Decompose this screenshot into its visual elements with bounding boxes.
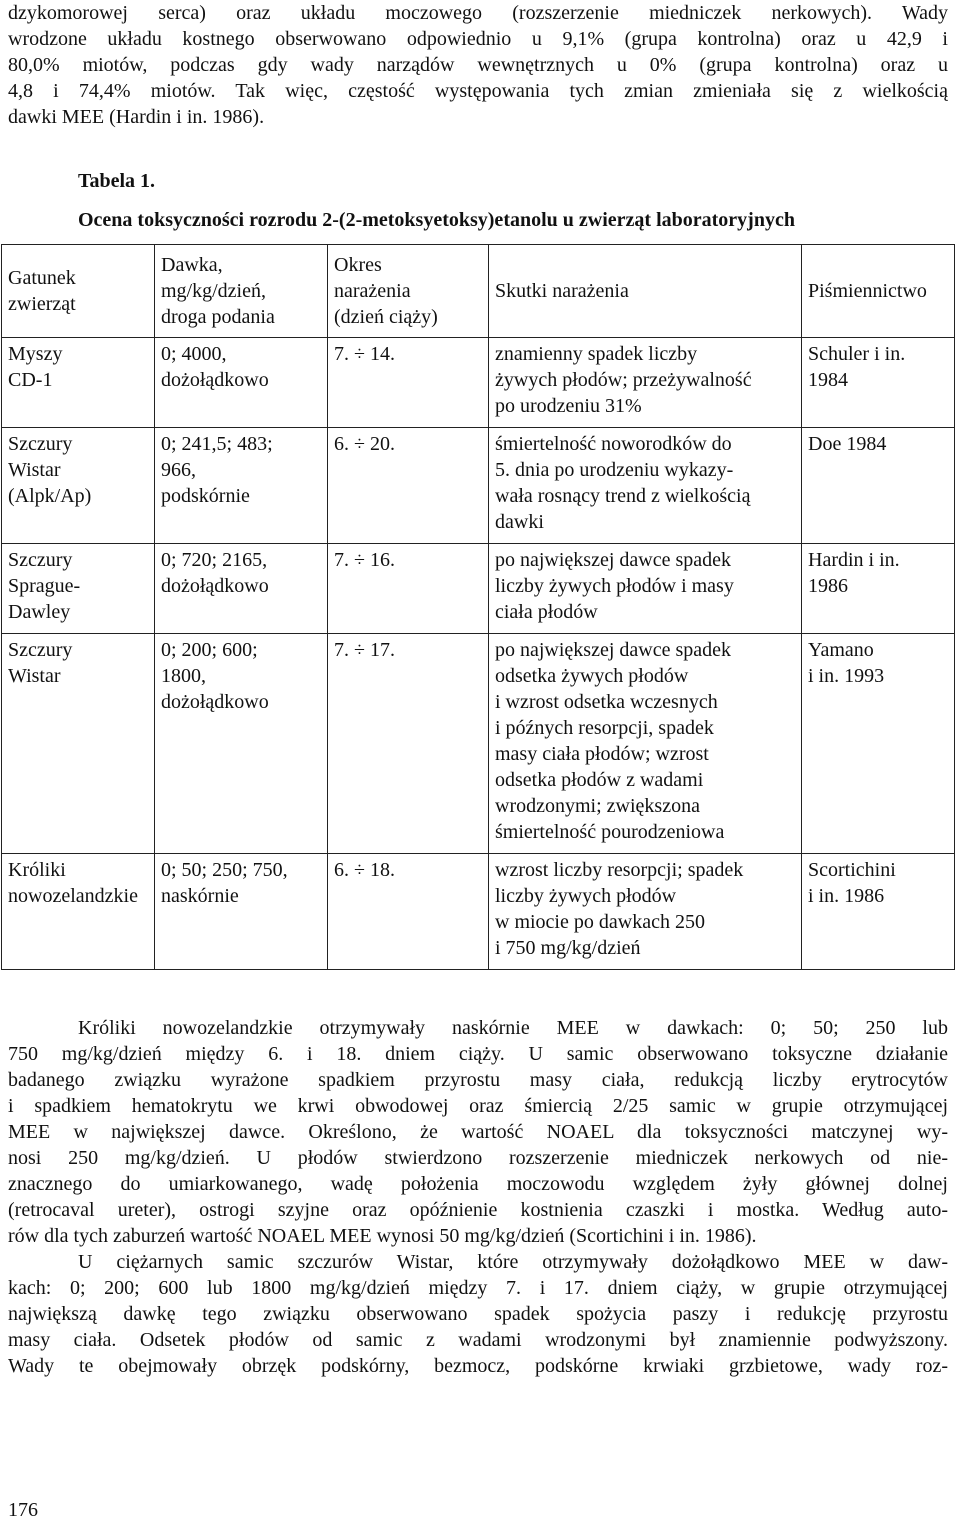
paragraph-line: największą dawkę tego związku obserwowano spadek spożycia paszy i redukcję przyrostu	[8, 1303, 948, 1325]
cell-line: masy ciała płodów; wzrost	[495, 743, 709, 765]
cell-line: żywych płodów; przeżywalność	[495, 369, 752, 391]
header-line: zwierząt	[8, 293, 76, 315]
cell-line: liczby żywych płodów	[495, 885, 677, 907]
cell-line: po największej dawce spadek	[495, 549, 732, 571]
cell-reference	[802, 544, 955, 634]
cell-line: śmiertelność noworodków do	[495, 433, 732, 455]
paragraph-line: dawki MEE (Hardin i in. 1986).	[8, 106, 265, 128]
cell-reference	[802, 338, 955, 428]
paragraph-line: 80,0% miotów, podczas gdy wady narządów wewnętrznych u 0% (grupa kontrolna) oraz u	[8, 54, 948, 76]
paragraph-line: znacznego do umiarkowanego, wadę położenia moczowodu względem żyły głównej dolnej	[8, 1173, 948, 1195]
cell-line: śmiertelność pourodzeniowa	[495, 821, 725, 843]
header-dose	[155, 245, 328, 338]
cell-line: dożołądkowo	[161, 575, 269, 597]
cell-line: dawki	[495, 511, 544, 533]
cell-reference	[802, 634, 955, 854]
cell-line: 1984	[808, 369, 848, 391]
cell-line: i in. 1986	[808, 885, 885, 907]
cell-line: liczby żywych płodów i masy	[495, 575, 734, 597]
cell-dose	[155, 428, 328, 544]
header-reference	[802, 245, 955, 338]
paragraph-line: masy ciała. Odsetek płodów od samic z wadami wrodzonymi był znamiennie podwyższony.	[8, 1329, 948, 1351]
cell-effects	[489, 634, 802, 854]
table-row	[2, 544, 955, 634]
table-row	[2, 428, 955, 544]
cell-line: CD-1	[8, 369, 53, 391]
toxicity-table	[1, 244, 955, 970]
header-line: mg/kg/dzień,	[161, 280, 266, 302]
cell-dose	[155, 634, 328, 854]
paragraph-line: wrodzone układu kostnego obserwowano odpowiednio u 9,1% (grupa kontrolna) oraz u 42,9 i	[8, 28, 948, 50]
cell-line: i wzrost odsetka wczesnych	[495, 691, 718, 713]
paragraph-line: nosi 250 mg/kg/dzień. U płodów stwierdzono rozszerzenie miedniczek nerkowych od nie-	[8, 1147, 948, 1169]
cell-dose	[155, 854, 328, 970]
cell-period	[328, 544, 489, 634]
cell-line: naskórnie	[161, 885, 239, 907]
cell-species	[2, 338, 155, 428]
cell-line: 0; 720; 2165,	[161, 549, 268, 571]
paragraph-line: Króliki nowozelandzkie otrzymywały naskórnie MEE w dawkach: 0; 50; 250 lub	[78, 1017, 948, 1039]
header-line: narażenia	[334, 280, 411, 302]
cell-species	[2, 854, 155, 970]
cell-line: 0; 4000,	[161, 343, 227, 365]
cell-line: odsetka żywych płodów	[495, 665, 689, 687]
header-effects	[489, 245, 802, 338]
table-caption-title: Ocena toksyczności rozrodu 2-(2-metoksyetoksy)etanolu u zwierząt laboratoryjnych	[78, 209, 795, 231]
table-header-row	[2, 245, 955, 338]
cell-line: dożołądkowo	[161, 691, 269, 713]
cell-period	[328, 338, 489, 428]
cell-line: po największej dawce spadek	[495, 639, 732, 661]
table-body	[2, 338, 955, 970]
paragraph-line: dzykomorowej serca) oraz układu moczowego (rozszerzenie miedniczek nerkowych). Wady	[8, 2, 948, 24]
paragraph-line: 4,8 i 74,4% miotów. Tak więc, częstość występowania tych zmian zmieniała się z wielkością	[8, 80, 948, 102]
paragraph-line: U ciężarnych samic szczurów Wistar, które otrzymywały dożołądkowo MEE w daw-	[78, 1251, 948, 1273]
paragraph-rabbits	[8, 1015, 948, 1249]
cell-line: 1986	[808, 575, 848, 597]
cell-dose	[155, 544, 328, 634]
cell-line: Sprague-	[8, 575, 81, 597]
cell-line: 7. ÷ 16.	[334, 549, 395, 571]
cell-line: i in. 1993	[808, 665, 885, 687]
cell-line: wrodzonymi; zwiększona	[495, 795, 700, 817]
header-line: droga podania	[161, 306, 275, 328]
cell-period	[328, 854, 489, 970]
cell-line: nowozelandzkie	[8, 885, 138, 907]
cell-line: Króliki	[8, 859, 66, 881]
cell-line: w miocie po dawkach 250	[495, 911, 705, 933]
cell-line: odsetka płodów z wadami	[495, 769, 704, 791]
cell-line: Wistar	[8, 665, 61, 687]
header-species	[2, 245, 155, 338]
paragraph-line: rów dla tych zaburzeń wartość NOAEL MEE wynosi 50 mg/kg/dzień (Scortichini i in. 1986).	[8, 1225, 757, 1247]
cell-line: 6. ÷ 20.	[334, 433, 395, 455]
table-row	[2, 854, 955, 970]
paragraph-rats	[8, 1249, 948, 1379]
header-period	[328, 245, 489, 338]
cell-period	[328, 634, 489, 854]
paragraph-line: 750 mg/kg/dzień między 6. i 18. dniem ciąży. U samic obserwowano toksyczne działanie	[8, 1043, 948, 1065]
cell-line: po urodzeniu 31%	[495, 395, 642, 417]
table-row	[2, 634, 955, 854]
cell-reference	[802, 854, 955, 970]
cell-effects	[489, 854, 802, 970]
cell-line: wała rosnący trend z wielkością	[495, 485, 751, 507]
cell-line: 966,	[161, 459, 196, 481]
cell-line: Doe 1984	[808, 433, 887, 455]
header-line: Okres	[334, 254, 382, 276]
cell-line: 7. ÷ 14.	[334, 343, 395, 365]
paragraph-line: MEE w największej dawce. Określono, że wartość NOAEL dla toksyczności matczynej wy-	[8, 1121, 948, 1143]
header-line: Gatunek	[8, 267, 76, 289]
table-caption-label: Tabela 1.	[78, 170, 156, 192]
cell-line: podskórnie	[161, 485, 250, 507]
cell-line: Wistar	[8, 459, 61, 481]
cell-line: ciała płodów	[495, 601, 598, 623]
cell-species	[2, 428, 155, 544]
cell-line: 0; 241,5; 483;	[161, 433, 273, 455]
cell-line: Szczury	[8, 433, 73, 455]
cell-line: 0; 200; 600;	[161, 639, 258, 661]
cell-line: Szczury	[8, 549, 73, 571]
cell-line: znamienny spadek liczby	[495, 343, 698, 365]
cell-effects	[489, 544, 802, 634]
top-paragraph	[8, 0, 948, 130]
paragraph-line: badanego związku wyrażone spadkiem przyrostu masy ciała, redukcją liczby erytrocytów	[8, 1069, 948, 1091]
cell-species	[2, 634, 155, 854]
cell-effects	[489, 428, 802, 544]
cell-line: 6. ÷ 18.	[334, 859, 395, 881]
cell-line: Myszy	[8, 343, 63, 365]
cell-dose	[155, 338, 328, 428]
cell-line: Hardin i in.	[808, 549, 900, 571]
header-line: Piśmiennictwo	[808, 280, 927, 302]
cell-line: Schuler i in.	[808, 343, 906, 365]
cell-line: wzrost liczby resorpcji; spadek	[495, 859, 744, 881]
header-line: Skutki narażenia	[495, 280, 629, 302]
cell-reference	[802, 428, 955, 544]
paragraph-line: (retrocaval ureter), ostrogi szyjne oraz opóźnienie kostnienia czaszki i mostka. Według auto-	[8, 1199, 948, 1221]
paragraph-line: i spadkiem hematokrytu we krwi obwodowej oraz śmiercią 2/25 samic w grupie otrzymującej	[8, 1095, 948, 1117]
cell-line: 0; 50; 250; 750,	[161, 859, 288, 881]
cell-line: Szczury	[8, 639, 73, 661]
cell-line: 7. ÷ 17.	[334, 639, 395, 661]
cell-line: Yamano	[808, 639, 874, 661]
paragraph-line: Wady te obejmowały obrzęk podskórny, bezmocz, podskórne krwiaki grzbietowe, wady roz-	[8, 1355, 948, 1377]
cell-line: Dawley	[8, 601, 71, 623]
paragraph-line: kach: 0; 200; 600 lub 1800 mg/kg/dzień między 7. i 17. dniem ciąży, w grupie otrzymującej	[8, 1277, 948, 1299]
page-number: 176	[8, 1499, 38, 1521]
cell-line: 5. dnia po urodzeniu wykazy-	[495, 459, 734, 481]
header-line: Dawka,	[161, 254, 223, 276]
cell-line: dożołądkowo	[161, 369, 269, 391]
cell-line: 1800,	[161, 665, 206, 687]
cell-line: i późnych resorpcji, spadek	[495, 717, 714, 739]
table-row	[2, 338, 955, 428]
cell-line: i 750 mg/kg/dzień	[495, 937, 641, 959]
cell-species	[2, 544, 155, 634]
cell-line: (Alpk/Ap)	[8, 485, 92, 507]
cell-period	[328, 428, 489, 544]
cell-effects	[489, 338, 802, 428]
header-line: (dzień ciąży)	[334, 306, 438, 328]
cell-line: Scortichini	[808, 859, 896, 881]
